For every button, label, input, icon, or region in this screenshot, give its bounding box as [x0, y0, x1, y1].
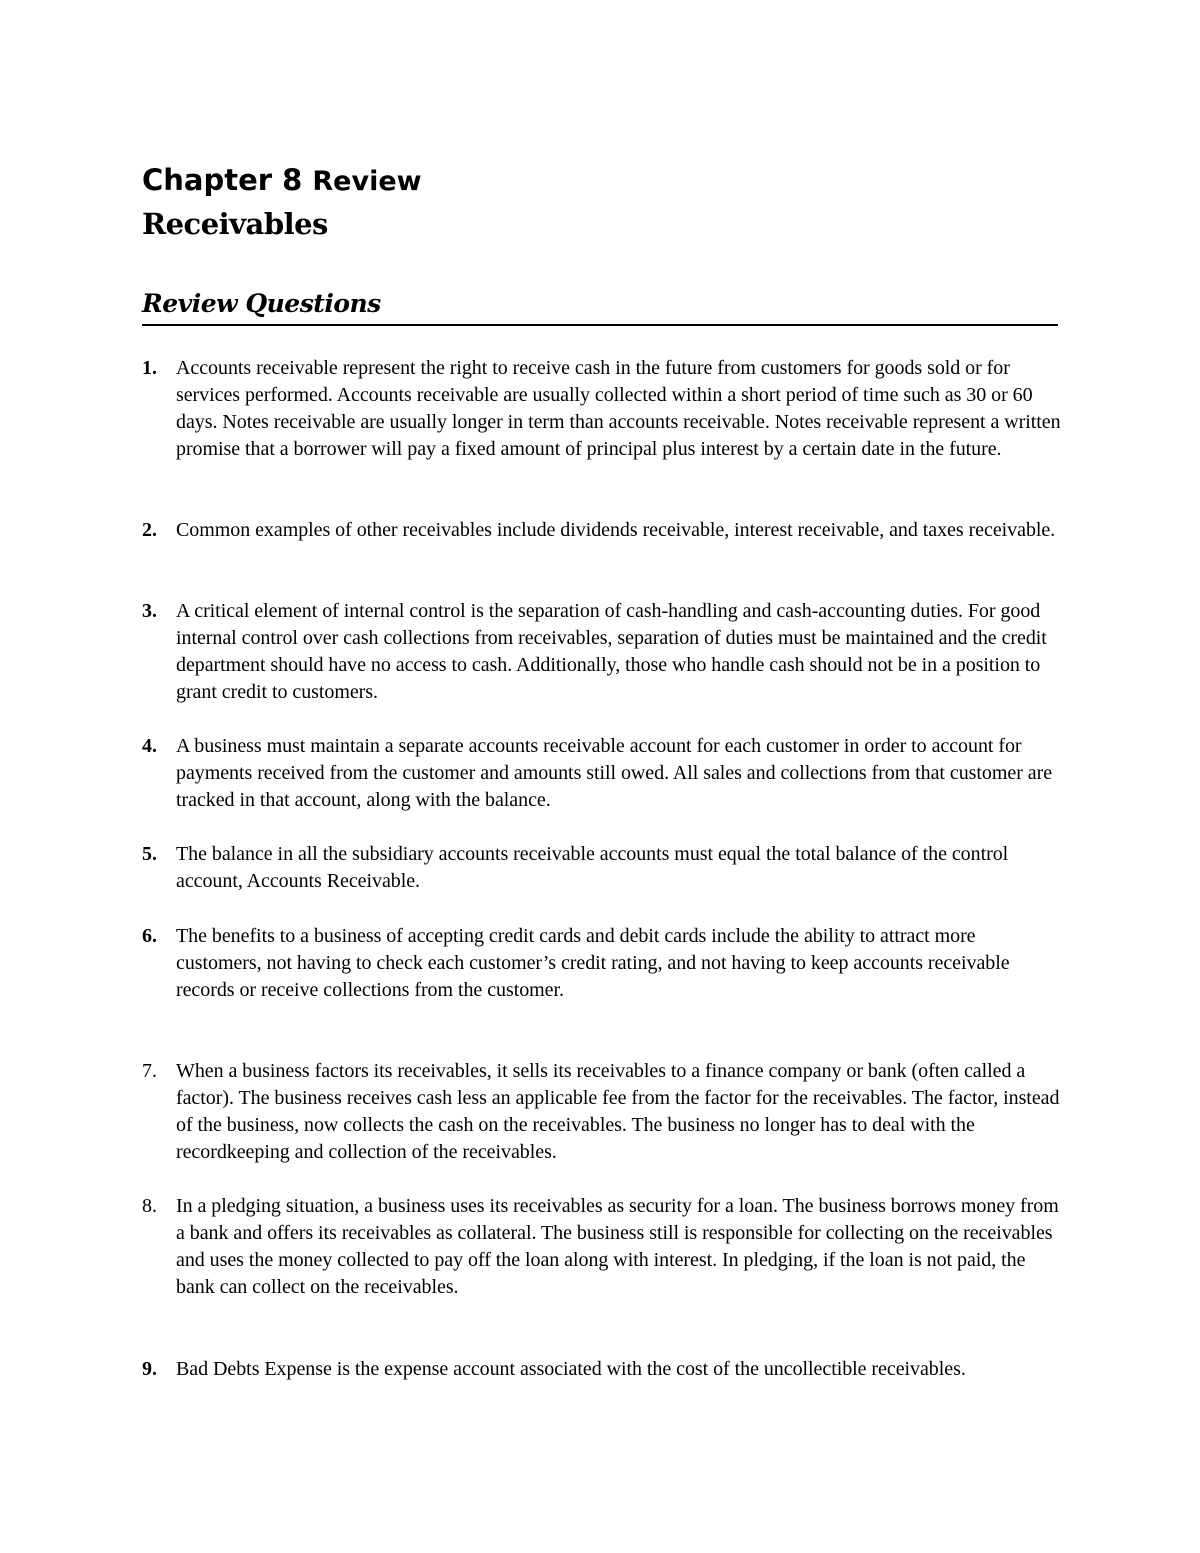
- question-number: 2.: [142, 519, 157, 541]
- chapter-label: Chapter 8: [142, 163, 303, 197]
- question-9: [142, 1356, 1062, 1383]
- question-text: A critical element of internal control is the separation of cash-handling and cash-accounting duties. For good internal control over cash collections from receivables, separation of duties must be maintained and the credit department should have no access to cash. Additionally, those who handle cash should not be in a position to grant credit to customers.: [176, 600, 1047, 703]
- question-number: 6.: [142, 925, 157, 947]
- question-6: [142, 923, 1062, 1004]
- question-text: Common examples of other receivables include dividends receivable, interest receivable, and taxes receivable.: [176, 519, 1056, 541]
- question-number: 1.: [142, 357, 157, 379]
- question-3: [142, 598, 1062, 706]
- question-7: [142, 1058, 1062, 1166]
- question-text: A business must maintain a separate accounts receivable account for each customer in order to account for payments received from the customer and amounts still owed. All sales and collections from that customer are tracked in that account, along with the balance.: [176, 735, 1053, 811]
- question-2: [142, 517, 1062, 544]
- question-5: [142, 841, 1062, 895]
- question-text: When a business factors its receivables, it sells its receivables to a finance company or bank (often called a factor). The business receives cash less an applicable fee from the factor for the receivables. The factor, instead of the business, now collects the cash on the receivables. The business no longer has to deal with the recordkeeping and collection of the receivables.: [176, 1060, 1060, 1163]
- question-4: [142, 733, 1062, 814]
- question-number: 7.: [142, 1060, 157, 1082]
- question-8: [142, 1193, 1062, 1301]
- question-text: Bad Debts Expense is the expense account associated with the cost of the uncollectible receivables.: [176, 1358, 966, 1380]
- question-number: 8.: [142, 1195, 157, 1217]
- question-number: 9.: [142, 1358, 157, 1380]
- chapter-heading: [142, 163, 422, 197]
- review-label: Review: [312, 166, 422, 197]
- question-number: 3.: [142, 600, 157, 622]
- section-divider: [142, 324, 1058, 326]
- question-text: In a pledging situation, a business uses its receivables as security for a loan. The business borrows money from a bank and offers its receivables as collateral. The business still is responsible for collecting on the receivables and uses the money collected to pay off the loan along with interest. In pledging, if the loan is not paid, the bank can collect on the receivables.: [176, 1195, 1059, 1298]
- question-text: The benefits to a business of accepting credit cards and debit cards include the ability to attract more customers, not having to check each customer’s credit rating, and not having to keep accounts receivable records or receive collections from the customer.: [176, 925, 1010, 1001]
- section-title: Review Questions: [142, 289, 381, 318]
- chapter-subtitle: Receivables: [142, 207, 328, 241]
- question-1: [142, 355, 1062, 463]
- question-text: Accounts receivable represent the right to receive cash in the future from customers for goods sold or for services performed. Accounts receivable are usually collected within a short period of time such as 30 or 60 days. Notes receivable are usually longer in term than accounts receivable. Notes receivable represent a written promise that a borrower will pay a fixed amount of principal plus interest by a certain date in the future.: [176, 357, 1061, 460]
- question-text: The balance in all the subsidiary accounts receivable accounts must equal the total balance of the control account, Accounts Receivable.: [176, 843, 1009, 892]
- question-number: 5.: [142, 843, 157, 865]
- question-number: 4.: [142, 735, 157, 757]
